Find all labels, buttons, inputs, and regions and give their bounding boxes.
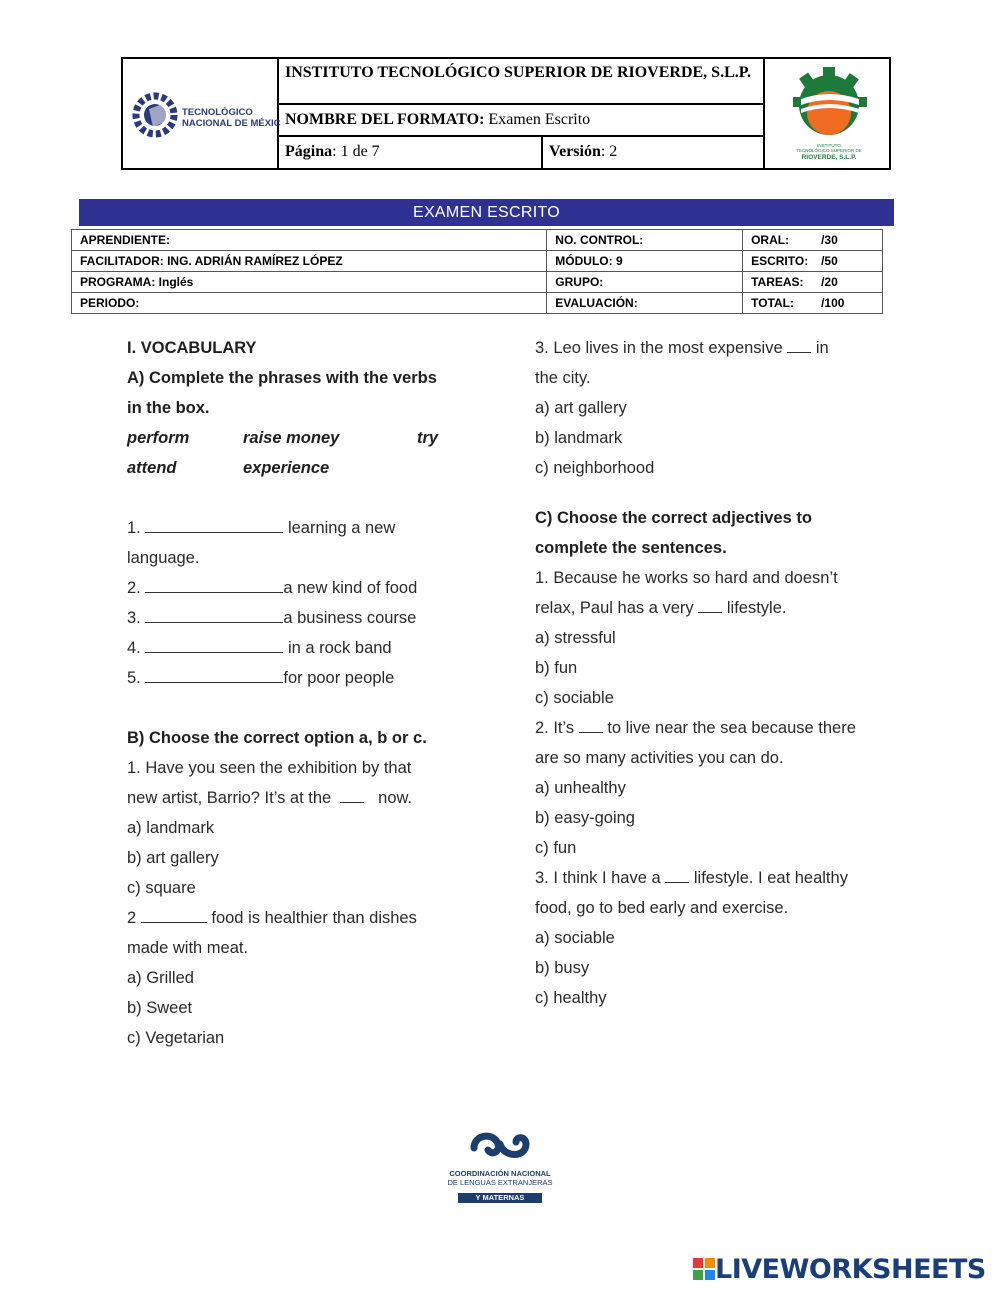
list-item: [127, 573, 487, 603]
verb-option: perform: [127, 429, 190, 447]
question-text: 1. Have you seen the exhibition by that: [127, 759, 412, 777]
itsr-logo-text-3: RIOVERDE, S.L.P.: [801, 154, 857, 161]
option-a[interactable]: a) Grilled: [127, 969, 194, 987]
answer-blank[interactable]: [787, 338, 811, 353]
option-a[interactable]: a) unhealthy: [535, 779, 626, 797]
answer-blank[interactable]: [141, 908, 207, 923]
format-label: NOMBRE DEL FORMATO:: [285, 111, 485, 128]
option-c[interactable]: c) neighborhood: [535, 459, 655, 477]
tecnm-logo-text-2: NACIONAL DE MÉXICO: [182, 118, 281, 129]
option-c[interactable]: c) sociable: [535, 689, 614, 707]
list-item: [127, 513, 487, 543]
score-label: ORAL:: [751, 233, 790, 247]
question-text: [127, 783, 487, 813]
score-label: TOTAL:: [751, 296, 794, 310]
answer-blank[interactable]: [698, 598, 722, 613]
tecnm-logo: [123, 59, 279, 168]
question-text-part: 3. Leo lives in the most expensive: [535, 339, 783, 357]
page-label: Página: [285, 143, 333, 160]
item-number: 3.: [127, 609, 141, 627]
page-cell: [279, 137, 543, 168]
student-info-table: [71, 229, 883, 314]
question-text: made with meat.: [127, 939, 249, 957]
itsr-gear-icon: [771, 63, 891, 168]
exam-title-banner: EXAMEN ESCRITO: [79, 199, 894, 226]
table-cell: FACILITADOR: ING. ADRIÁN RAMÍREZ LÓPEZ: [72, 251, 547, 272]
question-text: [535, 863, 915, 893]
version-value: : 2: [600, 143, 618, 160]
table-cell: GRUPO:: [547, 272, 743, 293]
table-cell: PERIODO:: [72, 293, 547, 314]
answer-blank[interactable]: [579, 718, 603, 733]
option-c[interactable]: c) healthy: [535, 989, 607, 1007]
item-number: 1.: [127, 519, 141, 537]
option-b[interactable]: b) fun: [535, 659, 578, 677]
score-cell: [743, 251, 883, 272]
option-b[interactable]: b) busy: [535, 959, 590, 977]
table-row: [72, 272, 883, 293]
answer-blank[interactable]: [145, 518, 283, 533]
item-text: a business course: [283, 609, 417, 627]
question-text: food, go to bed early and exercise.: [535, 899, 789, 917]
verb-option: attend: [127, 459, 177, 477]
item-text: in a rock band: [283, 639, 392, 657]
part-a-title-line-1: A) Complete the phrases with the verbs: [127, 369, 437, 387]
document-header: [121, 57, 891, 170]
question-text-part: relax, Paul has a very: [535, 599, 694, 617]
left-column: [127, 333, 487, 1053]
question-text-part: lifestyle.: [726, 599, 787, 617]
option-b[interactable]: b) art gallery: [127, 849, 219, 867]
institute-name: INSTITUTO TECNOLÓGICO SUPERIOR DE RIOVERDE, S.L.P.: [279, 59, 763, 105]
score-label: ESCRITO:: [751, 254, 809, 268]
liveworksheets-logo[interactable]: [693, 1254, 986, 1284]
question-text-part: 2. It’s: [535, 719, 575, 737]
list-item: [127, 603, 487, 633]
version-label: Versión: [549, 143, 601, 160]
score-value: /20: [821, 275, 838, 289]
answer-blank[interactable]: [145, 578, 283, 593]
verb-option: experience: [243, 459, 330, 477]
option-c[interactable]: c) square: [127, 879, 196, 897]
table-cell: EVALUACIÓN:: [547, 293, 743, 314]
cnle-text-3: Y MATERNAS: [458, 1193, 543, 1203]
answer-blank[interactable]: [665, 868, 689, 883]
table-cell: PROGRAMA: Inglés: [72, 272, 547, 293]
section-title: I. VOCABULARY: [127, 339, 257, 357]
item-text: for poor people: [283, 669, 395, 687]
option-a[interactable]: a) stressful: [535, 629, 616, 647]
table-cell: NO. CONTROL:: [547, 230, 743, 251]
item-number: 4.: [127, 639, 141, 657]
format-name-cell: [279, 105, 763, 137]
table-cell: APRENDIENTE:: [72, 230, 547, 251]
score-cell: [743, 272, 883, 293]
question-text: the city.: [535, 369, 591, 387]
itsr-logo: [763, 59, 889, 168]
score-value: /100: [821, 296, 845, 310]
part-b-title: B) Choose the correct option a, b or c.: [127, 729, 427, 747]
option-a[interactable]: a) landmark: [127, 819, 215, 837]
wave-emblem-icon: [460, 1128, 540, 1164]
question-text-part: to live near the sea because there: [607, 719, 856, 737]
question-text-part: food is healthier than dishes: [206, 909, 417, 927]
list-item: [127, 633, 487, 663]
score-label: TAREAS:: [751, 275, 804, 289]
item-number: 2.: [127, 579, 141, 597]
question-text: [127, 903, 487, 933]
score-cell: [743, 230, 883, 251]
question-text-part: 3. I think I have a: [535, 869, 661, 887]
cnle-logo: [440, 1128, 560, 1205]
list-item: [127, 663, 487, 693]
item-text: learning a new: [283, 519, 396, 537]
question-text: [535, 713, 915, 743]
cnle-text-1: COORDINACIÓN NACIONAL: [449, 1169, 551, 1178]
score-value: /50: [821, 254, 838, 268]
question-number: 2: [127, 909, 137, 927]
option-a[interactable]: a) art gallery: [535, 399, 627, 417]
format-value: Examen Escrito: [488, 111, 591, 128]
part-a-title-line-2: in the box.: [127, 399, 210, 417]
question-text: are so many activities you can do.: [535, 749, 784, 767]
option-c[interactable]: c) Vegetarian: [127, 1029, 225, 1047]
verb-box-row-1: [127, 423, 487, 453]
question-text-part: now.: [378, 789, 413, 807]
question-text-part: new artist, Barrio? It’s at the: [127, 789, 332, 807]
liveworksheets-wordmark: LIVEWORKSHEETS: [715, 1253, 986, 1285]
itsr-logo-text-1: INSTITUTO: [817, 143, 841, 148]
right-column: [535, 333, 915, 1013]
option-b[interactable]: b) Sweet: [127, 999, 193, 1017]
item-number: 5.: [127, 669, 141, 687]
option-c[interactable]: c) fun: [535, 839, 577, 857]
answer-blank[interactable]: [145, 608, 283, 623]
question-text: 1. Because he works so hard and doesn’t: [535, 569, 838, 587]
option-b[interactable]: b) easy-going: [535, 809, 635, 827]
tecnm-emblem-icon: [129, 63, 281, 168]
page-value: : 1 de 7: [332, 143, 380, 160]
question-text: [535, 333, 915, 363]
cnle-text-2: DE LENGUAS EXTRANJERAS: [447, 1178, 553, 1187]
question-text-part: in: [815, 339, 829, 357]
part-c-title-line-1: C) Choose the correct adjectives to: [535, 509, 812, 527]
liveworksheets-blocks-icon: [693, 1258, 715, 1280]
answer-blank[interactable]: [145, 668, 283, 683]
question-text: [535, 593, 915, 623]
verb-box-row-2: [127, 453, 487, 483]
answer-blank[interactable]: [340, 788, 364, 803]
itsr-logo-text-2: TECNOLÓGICO SUPERIOR DE: [796, 148, 862, 153]
answer-blank[interactable]: [145, 638, 283, 653]
item-text: a new kind of food: [283, 579, 418, 597]
table-row: [72, 251, 883, 272]
table-row: [72, 293, 883, 314]
table-row: [72, 230, 883, 251]
option-a[interactable]: a) sociable: [535, 929, 615, 947]
table-cell: MÓDULO: 9: [547, 251, 743, 272]
verb-option: try: [417, 429, 439, 447]
score-cell: [743, 293, 883, 314]
part-c-title-line-2: complete the sentences.: [535, 539, 727, 557]
list-item: language.: [127, 549, 200, 567]
score-value: /30: [821, 233, 838, 247]
question-text-part: lifestyle. I eat healthy: [693, 869, 848, 887]
option-b[interactable]: b) landmark: [535, 429, 623, 447]
version-cell: [543, 137, 763, 168]
verb-option: raise money: [243, 429, 340, 447]
tecnm-logo-text-1: TECNOLÓGICO: [182, 107, 253, 118]
